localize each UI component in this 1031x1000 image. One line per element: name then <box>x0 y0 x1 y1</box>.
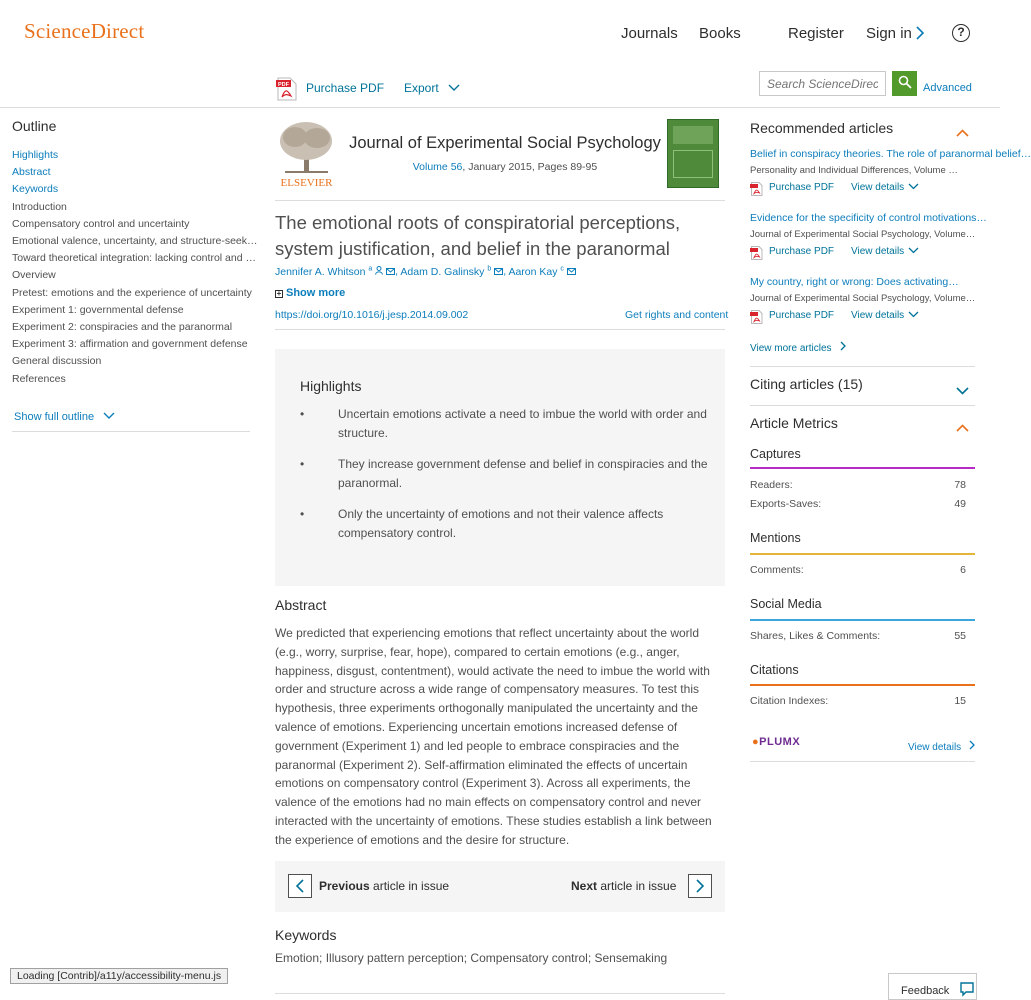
citing-articles-title[interactable]: Citing articles (15) <box>750 376 863 392</box>
outline-item[interactable]: Introduction <box>12 200 67 213</box>
highlight-item: Uncertain emotions activate a need to imbue the world with order and structure. <box>338 407 707 440</box>
loading-status: Loading [Contrib]/a11y/accessibility-menu.js <box>10 968 228 984</box>
recommended-article-source: Journal of Experimental Social Psychology, Volume… <box>750 229 976 240</box>
outline-panel <box>12 118 258 388</box>
author-list: Jennifer A. Whitson $^a$ , Adam D. Galinsky $^b$ , Aaron Kay $^c$ <box>275 265 576 278</box>
search-icon <box>898 75 912 89</box>
nav-sign-in[interactable]: Sign in <box>866 25 912 42</box>
author-link[interactable]: Jennifer A. Whitson $^a$ <box>275 265 373 278</box>
metric-section-rule <box>750 467 975 469</box>
outline-item[interactable]: Abstract <box>12 166 51 179</box>
mail-icon[interactable] <box>491 266 503 278</box>
publisher-name: ELSEVIER <box>280 177 333 189</box>
chevron-right-icon <box>968 740 976 750</box>
metric-label: Readers: <box>750 479 793 491</box>
pdf-icon[interactable] <box>750 246 763 260</box>
divider <box>750 405 975 406</box>
chat-bubble-icon <box>960 982 974 996</box>
advanced-search-link[interactable]: Advanced <box>923 82 972 94</box>
issue-details: , January 2015, Pages 89-95 <box>462 161 598 173</box>
chevron-up-icon[interactable] <box>956 124 969 142</box>
metric-section-rule <box>750 553 975 555</box>
outline-item[interactable]: Experiment 2: conspiracies and the paranormal <box>12 321 233 334</box>
abstract-title: Abstract <box>275 597 327 613</box>
metric-section-title: Citations <box>750 663 799 677</box>
outline-item[interactable]: Pretest: emotions and the experience of uncertainty <box>12 286 252 299</box>
chevron-down-icon <box>908 247 919 254</box>
recommended-article-source: Personality and Individual Differences, Volume … <box>750 165 958 176</box>
show-full-outline-button[interactable] <box>14 411 115 423</box>
metric-label: Shares, Likes & Comments: <box>750 630 881 642</box>
chevron-right-icon <box>839 341 847 351</box>
feedback-button[interactable] <box>888 973 977 1000</box>
metric-section-rule <box>750 684 975 686</box>
metric-section-title: Captures <box>750 447 801 461</box>
show-more-button[interactable] <box>275 287 345 299</box>
metric-section-rule <box>750 619 975 621</box>
outline-item[interactable]: Toward theoretical integration: lacking control and … <box>12 252 256 265</box>
view-more-articles-link[interactable]: View more articles <box>750 341 847 354</box>
person-mail-icons[interactable] <box>372 266 395 278</box>
journal-issue-info <box>340 161 670 173</box>
rights-link[interactable]: Get rights and content <box>625 309 729 321</box>
feedback-label: Feedback <box>901 985 950 997</box>
metric-section-title: Social Media <box>750 597 822 611</box>
chevron-down-icon <box>908 183 919 190</box>
pdf-icon[interactable] <box>750 182 763 196</box>
search-input[interactable] <box>759 71 886 96</box>
recommended-articles-title[interactable]: Recommended articles <box>750 120 894 136</box>
divider <box>275 200 725 201</box>
show-full-outline-label: Show full outline <box>14 411 95 423</box>
next-article-button[interactable] <box>688 874 712 898</box>
pdf-icon[interactable] <box>750 310 763 324</box>
divider <box>750 366 975 367</box>
sciencedirect-logo[interactable]: ScienceDirect <box>24 19 145 43</box>
journal-title[interactable]: Journal of Experimental Social Psychology <box>349 134 661 152</box>
outline-item[interactable]: Keywords <box>12 183 59 196</box>
outline-item[interactable]: Highlights <box>12 149 59 161</box>
export-dropdown[interactable] <box>404 81 460 95</box>
nav-register[interactable]: Register <box>788 25 844 42</box>
metric-label: Exports-Saves: <box>750 498 822 510</box>
chevron-right-icon[interactable] <box>915 26 925 45</box>
outline-list <box>12 147 258 388</box>
recommended-article-source: Journal of Experimental Social Psychology, Volume… <box>750 293 976 304</box>
help-icon[interactable]: ? <box>952 24 970 42</box>
highlight-item: They increase government defense and belief in conspiracies and the paranormal. <box>338 457 708 490</box>
outline-item[interactable]: Overview <box>12 269 56 282</box>
recommended-purchase-pdf-link[interactable]: Purchase PDF <box>769 246 835 257</box>
volume-link[interactable]: Volume 56 <box>412 161 463 173</box>
recommended-view-details-button[interactable]: View details <box>851 310 919 321</box>
chevron-down-icon <box>908 311 919 318</box>
chevron-left-icon <box>295 879 305 893</box>
keywords-title: Keywords <box>275 927 337 943</box>
highlight-item: Only the uncertainty of emotions and not their valence affects compensatory control. <box>338 507 664 540</box>
nav-journals[interactable]: Journals <box>621 25 678 42</box>
mail-icon[interactable] <box>564 266 576 278</box>
metric-label: Citation Indexes: <box>750 695 829 707</box>
plumx-view-details-link[interactable]: View details <box>908 740 976 753</box>
metric-value: 6 <box>960 564 966 576</box>
bullet: • <box>300 457 305 471</box>
article-metrics-title[interactable]: Article Metrics <box>750 415 838 431</box>
keywords-list: Emotion; Illusory pattern perception; Compensatory control; Sensemaking <box>275 951 668 965</box>
outline-title: Outline <box>12 118 57 134</box>
export-label: Export <box>404 81 439 95</box>
doi-link[interactable]: https://doi.org/10.1016/j.jesp.2014.09.002 <box>275 309 469 321</box>
recommended-view-details-button[interactable]: View details <box>851 246 919 257</box>
outline-item[interactable]: Experiment 1: governmental defense <box>12 303 184 316</box>
previous-article-button[interactable] <box>288 874 312 898</box>
recommended-purchase-pdf-link[interactable]: Purchase PDF <box>769 310 835 321</box>
pdf-icon[interactable] <box>275 77 299 101</box>
svg-text:PDF: PDF <box>278 82 289 88</box>
metric-value: 55 <box>954 630 966 642</box>
plus-icon: + <box>276 289 282 298</box>
purchase-pdf-link[interactable]: Purchase PDF <box>306 81 385 95</box>
recommended-article-title[interactable]: Evidence for the specificity of control motivations… <box>750 212 987 224</box>
highlights-title: Highlights <box>300 378 362 394</box>
chevron-up-icon[interactable] <box>956 419 969 437</box>
recommended-purchase-pdf-link[interactable]: Purchase PDF <box>769 182 835 193</box>
chevron-down-icon <box>103 412 115 420</box>
bullet: • <box>300 507 305 521</box>
author-link[interactable]: Aaron Kay $^c$ <box>508 265 564 278</box>
metric-value: 15 <box>954 695 966 707</box>
outline-item[interactable]: References <box>12 372 66 385</box>
divider <box>750 761 975 762</box>
show-more-label: Show more <box>286 287 346 299</box>
article-title: The emotional roots of conspiratorial perceptions, system justification, and belief in the paranormal <box>275 212 681 259</box>
metric-label: Comments: <box>750 564 804 576</box>
chevron-down-icon <box>448 84 460 92</box>
metric-section-title: Mentions <box>750 531 801 545</box>
outline-item[interactable]: Experiment 3: affirmation and government defense <box>12 338 248 351</box>
recommended-view-details-button[interactable]: View details <box>851 182 919 193</box>
outline-item[interactable]: General discussion <box>12 355 102 368</box>
author-link[interactable]: Adam D. Galinsky $^b$ <box>400 265 492 278</box>
divider <box>275 993 725 994</box>
outline-item[interactable]: Compensatory control and uncertainty <box>12 217 190 230</box>
recommended-article-title[interactable]: Belief in conspiracy theories. The role of paranormal belief… <box>750 148 1031 160</box>
abstract-text: We predicted that experiencing emotions that reflect uncertainty about the world (e.g., worry, surprise, fear, hope), compared to certain emotions (e.g., anger, happiness, disgust, contentment), would activate the need to imbue the world with order and structure across a wide range of compensatory measures. To test this hypothesis, three experiments orthogonally manipulated the uncertainty and the valence of emotions. Experiencing uncertain emotions increased defense of government (Experiment 1) and led people to embrace conspiracies and the paranormal (Experiment 2). Self-affirmation eliminated the effects of uncertain emotions on compensatory control (Experiment 3). Across all experiments, the valence of the emotions had no main effects on compensatory control and never interacted with the uncertainty of emotions. These studies establish a link between the experience of emotions and the desire for structure. <box>275 626 712 847</box>
journal-cover-image[interactable] <box>667 119 719 188</box>
divider <box>275 329 725 330</box>
plumx-logo[interactable]: ●PLUMX <box>752 736 801 748</box>
metric-value: 78 <box>954 479 966 491</box>
metric-value: 49 <box>954 498 966 510</box>
previous-article-label[interactable]: Previous article in issue <box>319 879 450 893</box>
chevron-right-icon <box>695 879 705 893</box>
outline-item[interactable]: Emotional valence, uncertainty, and structure-seek… <box>12 235 258 248</box>
search-button[interactable] <box>892 71 917 96</box>
recommended-article-title[interactable]: My country, right or wrong: Does activating… <box>750 276 959 288</box>
bullet: • <box>300 407 305 421</box>
divider <box>12 431 250 432</box>
nav-books[interactable]: Books <box>699 25 741 42</box>
chevron-down-icon[interactable] <box>956 382 969 400</box>
next-article-label[interactable]: Next article in issue <box>571 879 677 893</box>
elsevier-logo[interactable] <box>275 119 338 189</box>
